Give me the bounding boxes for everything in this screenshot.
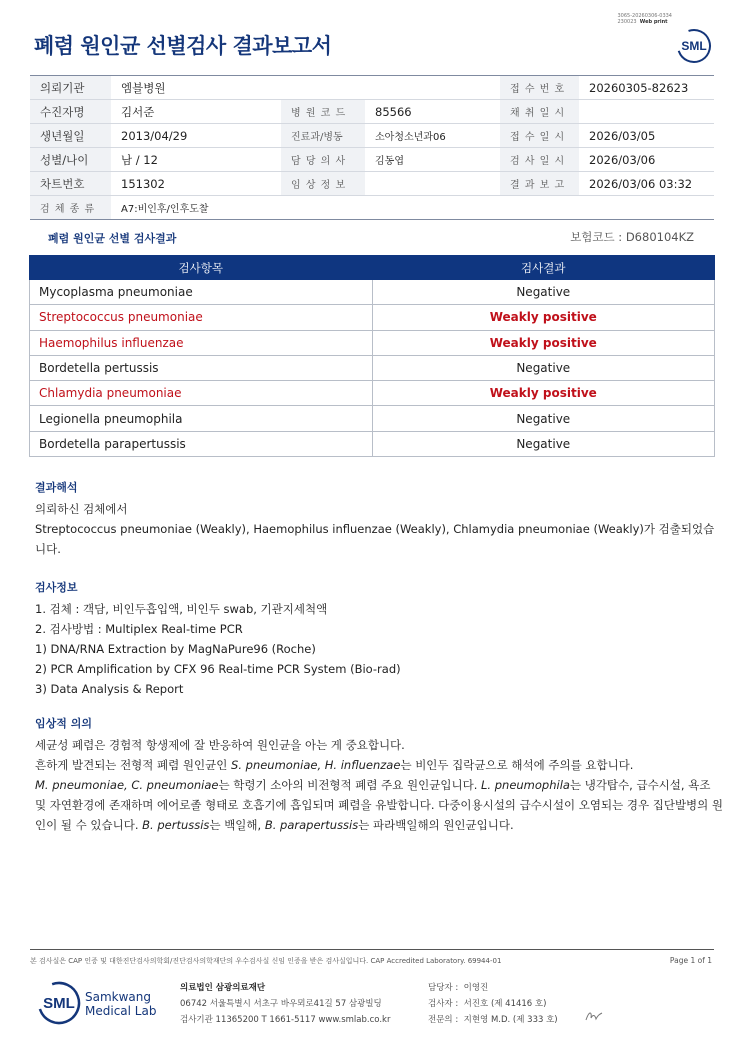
column-header-item: 검사항목 bbox=[30, 256, 373, 280]
table-row bbox=[30, 305, 715, 330]
clinical-paragraph: 흔하게 발견되는 전형적 폐렴 원인균인 S. pneumoniae, H. influenzae는 비인두 집락균으로 해석에 주의를 요합니다. bbox=[35, 758, 634, 772]
table-row bbox=[30, 406, 715, 431]
receipt-date-value: 2026/03/05 bbox=[579, 124, 714, 148]
signature-icon bbox=[584, 1009, 604, 1023]
specimen-value: A7:비인후/인후도찰 bbox=[111, 196, 714, 220]
dept-value: 소아청소년과06 bbox=[365, 124, 500, 148]
test-info-section bbox=[35, 580, 725, 699]
test-result: Weakly positive bbox=[372, 305, 714, 330]
interpretation-line: 의뢰하신 검체에서 bbox=[35, 502, 128, 516]
organization-info: 의료법인 삼광의료재단 06742 서울특별시 서초구 바우뫼로41길 57 삼광빌딩 검사기관 11365200 T 1661-5117 www.smlab.co.kr bbox=[180, 983, 391, 1025]
doctor-value: 김동엽 bbox=[365, 148, 500, 172]
staff-row: 담당자 : 이영진 bbox=[428, 983, 489, 993]
clinical-label: 임 상 정 보 bbox=[281, 172, 365, 196]
dob-label: 생년월일 bbox=[30, 124, 111, 148]
chart-no-label: 차트번호 bbox=[30, 172, 111, 196]
staff-row: 전문의 : 지현영 M.D. (제 333 호) bbox=[428, 1015, 558, 1025]
result-table bbox=[29, 255, 715, 457]
table-row bbox=[30, 381, 715, 406]
staff-row: 검사자 : 서진호 (제 41416 호) bbox=[428, 999, 547, 1009]
patient-value: 김서준 bbox=[111, 100, 281, 124]
test-info-line: 2. 검사방법 : Multiplex Real-time PCR bbox=[35, 622, 243, 636]
column-header-result: 검사결과 bbox=[372, 256, 714, 280]
test-item: Haemophilus influenzae bbox=[30, 330, 373, 355]
test-info-line: 3) Data Analysis & Report bbox=[35, 682, 184, 696]
interpretation-heading: 결과해석 bbox=[35, 481, 78, 494]
print-code: 3065-20260306-0334 230023 Web print bbox=[617, 13, 672, 25]
test-result: Negative bbox=[372, 406, 714, 431]
test-date-label: 검 사 일 시 bbox=[500, 148, 579, 172]
sex-age-label: 성별/나이 bbox=[30, 148, 111, 172]
collect-date-value bbox=[579, 100, 714, 124]
test-info-line: 2) PCR Amplification by CFX 96 Real-time PCR System (Bio-rad) bbox=[35, 662, 401, 676]
staff-info bbox=[428, 980, 558, 1028]
table-row bbox=[30, 330, 715, 355]
patient-label: 수진자명 bbox=[30, 100, 111, 124]
svg-text:SML: SML bbox=[681, 39, 707, 53]
test-info-line: 1. 검체 : 객담, 비인두흡입액, 비인두 swab, 기관지세척액 bbox=[35, 602, 328, 616]
test-result: Negative bbox=[372, 355, 714, 380]
info-row bbox=[30, 196, 714, 220]
table-row bbox=[30, 280, 715, 305]
dob-value: 2013/04/29 bbox=[111, 124, 281, 148]
report-date-value: 2026/03/06 03:32 bbox=[579, 172, 714, 196]
test-date-value: 2026/03/06 bbox=[579, 148, 714, 172]
clinical-paragraph: 세균성 폐렴은 경험적 항생제에 잘 반응하여 원인균을 아는 게 중요합니다. bbox=[35, 738, 405, 752]
svg-text:SML: SML bbox=[43, 995, 75, 1012]
sex-age-value: 남 / 12 bbox=[111, 148, 281, 172]
test-result: Negative bbox=[372, 431, 714, 456]
test-item: Mycoplasma pneumoniae bbox=[30, 280, 373, 305]
report-date-label: 결 과 보 고 bbox=[500, 172, 579, 196]
clinical-value bbox=[365, 172, 500, 196]
test-result: Weakly positive bbox=[372, 381, 714, 406]
accreditation-note: 본 검사실은 CAP 인증 및 대한진단검사의학회/진단검사의학재단의 우수검사실 신임 인증을 받은 검사실입니다. CAP Accredited Laboratory. 69944-01 bbox=[30, 957, 502, 965]
collect-date-label: 채 취 일 시 bbox=[500, 100, 579, 124]
test-item: Legionella pneumophila bbox=[30, 406, 373, 431]
table-row bbox=[30, 355, 715, 380]
sml-logo-icon bbox=[676, 28, 712, 64]
clinical-paragraph: M. pneumoniae, C. pneumoniae는 학령기 소아의 비전형적 폐렴 주요 원인균입니다. L. pneumophila는 냉각탑수, 급수시설, 욕조 및 자연환경에 존재하며 에어로졸 형태로 호흡기에 흡입되며 폐렴을 유발합니다. 다중이용시설의 급수시설이 오염되는 경우 집단발병의 원인이 될 수 있습니다. B. pertussis는 백일해, B. parapertussis는 파라백일해의 원인균입니다. bbox=[35, 778, 724, 832]
page-title: 폐렴 원인균 선별검사 결과보고서 bbox=[34, 34, 332, 58]
receipt-no-value: 20260305-82623 bbox=[579, 76, 714, 100]
brand-name: Samkwang Medical Lab bbox=[85, 990, 157, 1018]
interpretation-line: Streptococcus pneumoniae (Weakly), Haemophilus influenzae (Weakly), Chlamydia pneumoniae (Weakly)가 검출되었습니다. bbox=[35, 522, 715, 556]
info-row bbox=[30, 124, 714, 148]
page-number: Page 1 of 1 bbox=[669, 956, 712, 965]
doctor-label: 담 당 의 사 bbox=[281, 148, 365, 172]
info-row bbox=[30, 172, 714, 196]
footer-divider bbox=[30, 949, 714, 950]
info-row bbox=[30, 100, 714, 124]
requester-value: 엠블병원 bbox=[111, 76, 500, 100]
sml-footer-logo-icon bbox=[36, 980, 82, 1026]
test-item: Bordetella pertussis bbox=[30, 355, 373, 380]
test-result: Weakly positive bbox=[372, 330, 714, 355]
specimen-label: 검 체 종 류 bbox=[30, 196, 111, 220]
result-section-header bbox=[30, 226, 714, 248]
result-header-row bbox=[30, 256, 715, 280]
table-row bbox=[30, 431, 715, 456]
clinical-significance-section bbox=[35, 716, 725, 835]
clinical-heading: 임상적 의의 bbox=[35, 717, 92, 730]
receipt-no-label: 접 수 번 호 bbox=[500, 76, 579, 100]
receipt-date-label: 접 수 일 시 bbox=[500, 124, 579, 148]
requester-label: 의뢰기관 bbox=[30, 76, 111, 100]
test-info-heading: 검사정보 bbox=[35, 581, 78, 594]
chart-no-value: 151302 bbox=[111, 172, 281, 196]
dept-label: 진료과/병동 bbox=[281, 124, 365, 148]
interpretation-section bbox=[35, 480, 725, 559]
section-title: 폐렴 원인균 선별 검사결과 bbox=[48, 232, 177, 245]
test-item: Bordetella parapertussis bbox=[30, 431, 373, 456]
test-item: Chlamydia pneumoniae bbox=[30, 381, 373, 406]
test-item: Streptococcus pneumoniae bbox=[30, 305, 373, 330]
hospital-code-value: 85566 bbox=[365, 100, 500, 124]
test-info-line: 1) DNA/RNA Extraction by MagNaPure96 (Roche) bbox=[35, 642, 316, 656]
hospital-code-label: 병 원 코 드 bbox=[281, 100, 365, 124]
patient-info-table bbox=[30, 75, 714, 220]
info-row bbox=[30, 148, 714, 172]
info-row bbox=[30, 76, 714, 100]
insurance-code: 보험코드 : D680104KZ bbox=[570, 230, 694, 244]
test-result: Negative bbox=[372, 280, 714, 305]
